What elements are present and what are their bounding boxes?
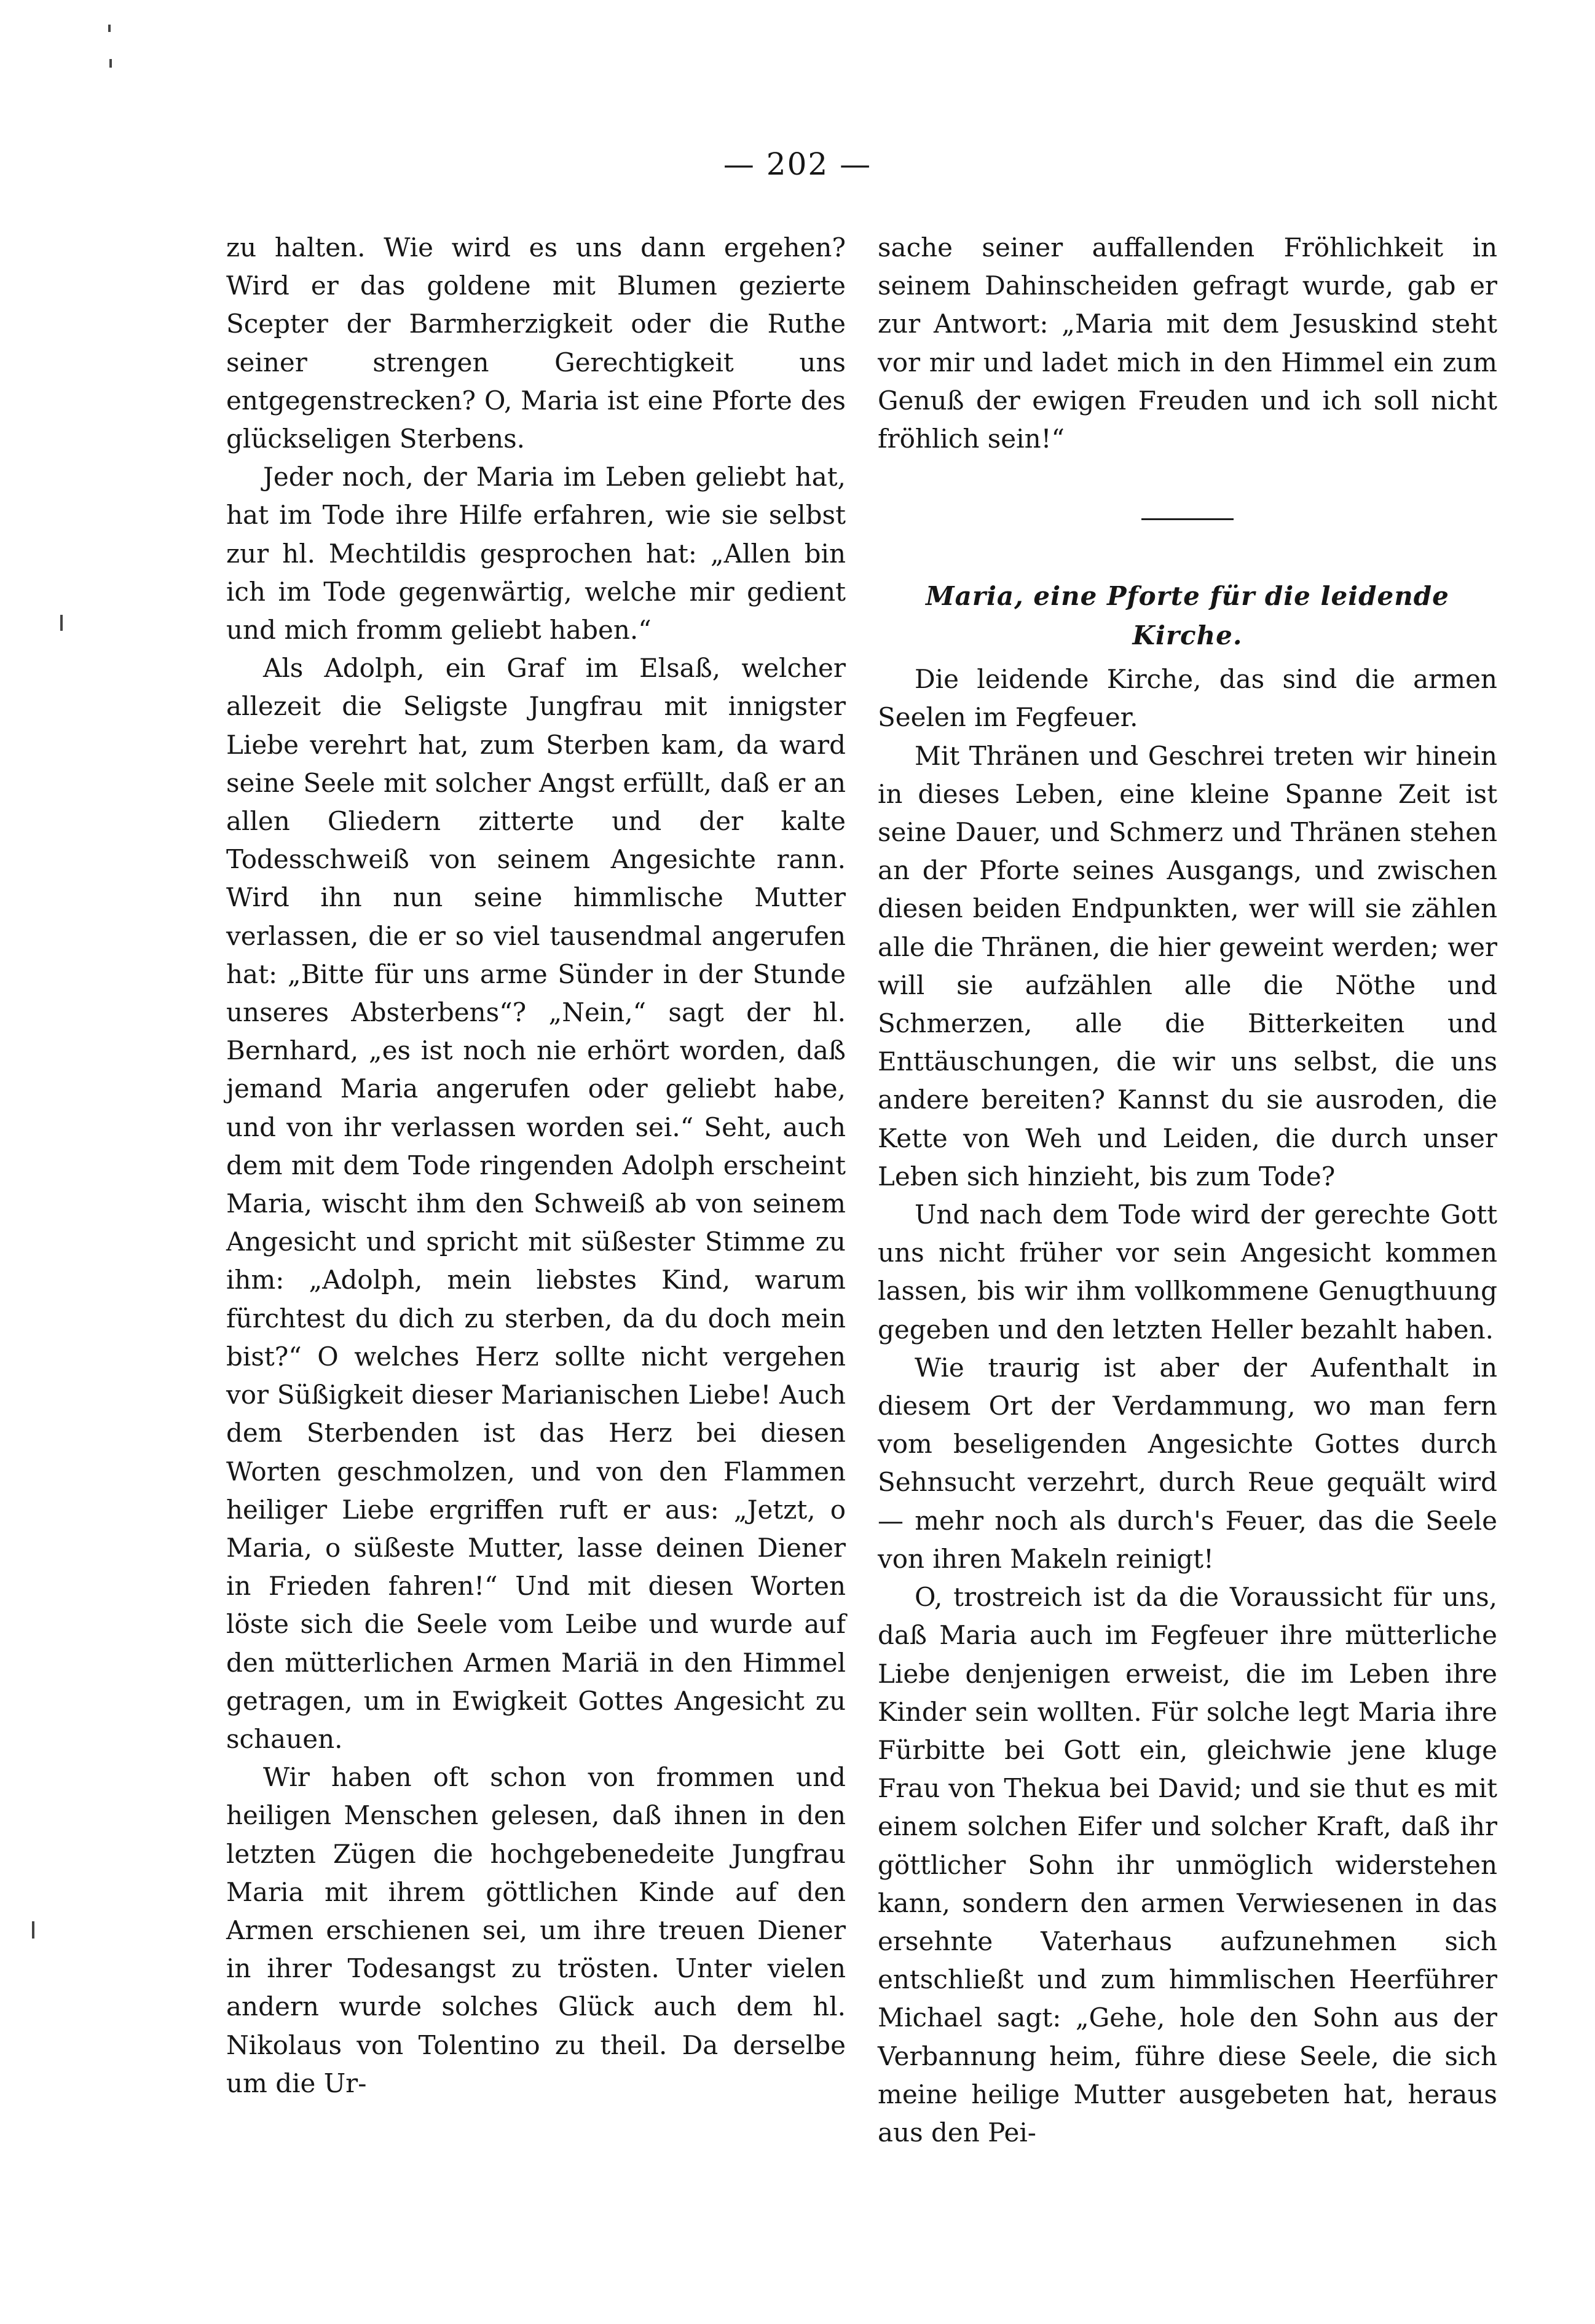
paragraph: Die leidende Kirche, das sind die armen Seelen im Fegfeuer. [878,664,1497,733]
margin-mark [32,1921,34,1939]
margin-mark [60,615,63,631]
left-column [226,229,846,2103]
page-number: — 202 — [723,146,872,182]
right-column [878,229,1497,2152]
paragraph: sache seiner auffallenden Fröhlichkeit in seinem Dahinscheiden gefragt wurde, gab er zur Antwort: „Maria mit dem Jesuskind steht vor mir und ladet mich in den Himmel ein zum Genuß der ewigen Freuden und ich soll nicht fröhlich sein!“ [878,232,1497,454]
paragraph: Und nach dem Tode wird der gerechte Gott uns nicht früher vor sein Angesicht kommen lassen, bis wir ihm vollkommene Genugthuung gegeben und den letzten Heller bezahlt haben. [878,1200,1497,1345]
section-divider [1141,518,1234,520]
paragraph: Wir haben oft schon von frommen und heiligen Menschen gelesen, daß ihnen in den letzten Zügen die hochgebenedeite Jungfrau Maria mit ihrem göttlichen Kinde auf den Armen erschienen sei, um ihre treuen Diener in ihrer Todesangst zu trösten. Unter vielen andern wurde solches Glück auch dem hl. Nikolaus von Tolentino zu theil. Da derselbe um die Ur- [226,1762,846,2098]
section-heading: Maria, eine Pforte für die leidende Kirche. [926,581,1449,651]
paragraph: zu halten. Wie wird es uns dann ergehen? Wird er das goldene mit Blumen gezierte Scepter der Barmherzigkeit oder die Ruthe seiner strengen Gerechtigkeit uns entgegenstrecken? O, Maria ist eine Pforte des glückseligen Sterbens. [226,232,846,454]
paragraph: O, trostreich ist da die Voraussicht für uns, daß Maria auch im Fegfeuer ihre mütterliche Liebe denjenigen erweist, die im Leben ihre Kinder sein wollten. Für solche legt Maria ihre Fürbitte bei Gott ein, gleichwie jene kluge Frau von Thekua bei David; und sie thut es mit einem solchen Eifer und solcher Kraft, daß ihr göttlicher Sohn ihr unmöglich widerstehen kann, sondern den armen Verwiesenen in das ersehnte Vaterhaus aufzunehmen sich entschließt und zum himmlischen Heerführer Michael sagt: „Gehe, hole den Sohn aus der Verbannung heim, führe diese Seele, die sich meine heilige Mutter ausgebeten hat, heraus aus den Pei- [878,1582,1497,2148]
paragraph: Jeder noch, der Maria im Leben geliebt hat, hat im Tode ihre Hilfe erfahren, wie sie selbst zur hl. Mechtildis gesprochen hat: „Allen bin ich im Tode gegenwärtig, welche mir gedient und mich fromm geliebt haben.“ [226,462,846,646]
margin-mark [108,25,111,32]
paragraph: Wie traurig ist aber der Aufenthalt in diesem Ort der Verdammung, wo man fern vom beseligenden Angesichte Gottes durch Sehnsucht verzehrt, durch Reue gequält wird — mehr noch als durch's Feuer, das die Seele von ihren Makeln reinigt! [878,1352,1497,1574]
paragraph: Mit Thränen und Geschrei treten wir hinein in dieses Leben, eine kleine Spanne Zeit ist seine Dauer, und Schmerz und Thränen stehen an der Pforte seines Ausgangs, und zwischen diesen beiden Endpunkten, wer will sie zählen alle die Thränen, die hier geweint werden; wer will sie aufzählen alle die Nöthe und Schmerzen, alle die Bitterkeiten und Enttäuschungen, die wir uns selbst, die uns andere bereiten? Kannst du sie ausroden, die Kette von Weh und Leiden, die durch unser Leben sich hinzieht, bis zum Tode? [878,740,1497,1192]
paragraph: Als Adolph, ein Graf im Elsaß, welcher allezeit die Seligste Jungfrau mit innigster Liebe verehrt hat, zum Sterben kam, da ward seine Seele mit solcher Angst erfüllt, daß er an allen Gliedern zitterte und der kalte Todesschweiß von seinem Angesichte rann. Wird ihn nun seine himmlische Mutter verlassen, die er so viel tausendmal angerufen hat: „Bitte für uns arme Sünder in der Stunde unseres Absterbens“? „Nein,“ sagt der hl. Bernhard, „es ist noch nie erhört worden, daß jemand Maria angerufen oder geliebt habe, und von ihr verlassen worden sei.“ Seht, auch dem mit dem Tode ringenden Adolph erscheint Maria, wischt ihm den Schweiß ab von seinem Angesicht und spricht mit süßester Stimme zu ihm: „Adolph, mein liebstes Kind, warum fürchtest du dich zu sterben, da du doch mein bist?“ O welches Herz sollte nicht vergehen vor Süßigkeit dieser Marianischen Liebe! Auch dem Sterbenden ist das Herz bei diesen Worten geschmolzen, und von den Flammen heiliger Liebe ergriffen ruft er aus: „Jetzt, o Maria, o süßeste Mutter, lasse deinen Diener in Frieden fahren!“ Und mit diesen Worten löste sich die Seele vom Leibe und wurde auf den mütterlichen Armen Mariä in den Himmel getragen, um in Ewigkeit Gottes Angesicht zu schauen. [226,653,846,1754]
margin-mark [109,59,112,68]
